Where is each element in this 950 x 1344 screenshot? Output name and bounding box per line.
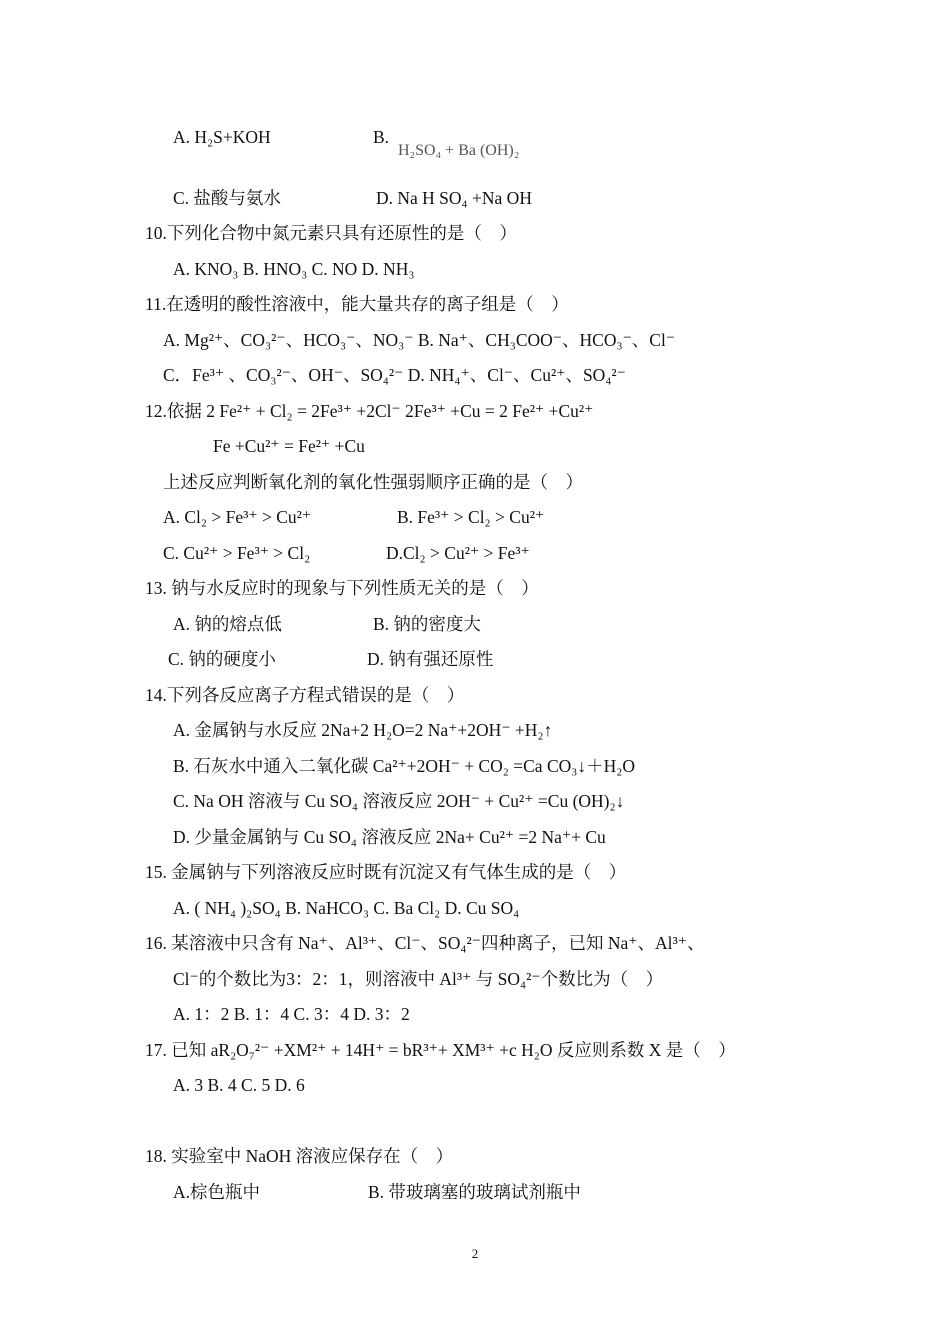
q12-question: 上述反应判断氧化剂的氧化性强弱顺序正确的是（ ） — [163, 472, 583, 492]
q12-option-a: A. Cl₂ > Fe³⁺ > Cu²⁺ — [163, 507, 312, 527]
q14-stem: 14.下列各反应离子方程式错误的是（ ） — [145, 685, 465, 705]
q9-option-a: A. H₂S+KOH — [173, 127, 271, 147]
q9-option-d: D. Na H SO₄ +Na OH — [376, 188, 532, 208]
q11-options-cd: C．Fe³⁺ 、CO₃²⁻、OH⁻、SO₄²⁻ D. NH₄⁺、Cl⁻、Cu²⁺、SO₄²⁻ — [163, 365, 626, 385]
q12-option-b: B. Fe³⁺ > Cl₂ > Cu²⁺ — [397, 507, 545, 527]
q15-options: A. ( NH₄ )₂SO₄ B. NaHCO₃ C. Ba Cl₂ D. Cu SO₄ — [173, 898, 520, 918]
q17-stem: 17. 已知 aR₂O₇²⁻ +XM²⁺ + 14H⁺ = bR³⁺+ XM³⁺ +c H₂O 反应则系数 X 是（ ） — [145, 1040, 736, 1060]
q13-option-d: D. 钠有强还原性 — [367, 649, 494, 669]
q12-option-c: C. Cu²⁺ > Fe³⁺ > Cl₂ — [163, 543, 311, 563]
q15-stem: 15. 金属钠与下列溶液反应时既有沉淀又有气体生成的是（ ） — [145, 862, 627, 882]
q18-option-b: B. 带玻璃塞的玻璃试剂瓶中 — [368, 1182, 581, 1202]
q16-options: A. 1：2 B. 1：4 C. 3：4 D. 3：2 — [173, 1004, 410, 1024]
q10-stem: 10.下列化合物中氮元素只具有还原性的是（ ） — [145, 223, 517, 243]
q14-option-c: C. Na OH 溶液与 Cu SO₄ 溶液反应 2OH⁻ + Cu²⁺ =Cu (OH)₂↓ — [173, 791, 625, 811]
q18-option-a: A.棕色瓶中 — [173, 1182, 261, 1202]
q17-options: A. 3 B. 4 C. 5 D. 6 — [173, 1075, 305, 1095]
q11-stem: 11.在透明的酸性溶液中，能大量共存的离子组是（ ） — [145, 294, 569, 314]
q13-option-c: C. 钠的硬度小 — [168, 649, 276, 669]
q13-option-a: A. 钠的熔点低 — [173, 614, 282, 634]
q16-stem: 16. 某溶液中只含有 Na⁺、Al³⁺、Cl⁻、SO₄²⁻四种离子，已知 Na⁺、Al³⁺、 — [145, 933, 705, 953]
q14-option-d: D. 少量金属钠与 Cu SO₄ 溶液反应 2Na+ Cu²⁺ =2 Na⁺+ Cu — [173, 827, 606, 847]
q10-options: A. KNO₃ B. HNO₃ C. NO D. NH₃ — [173, 259, 415, 279]
q11-options-ab: A. Mg²⁺、CO₃²⁻、HCO₃⁻、NO₃⁻ B. Na⁺、CH₃COO⁻、HCO₃⁻、Cl⁻ — [163, 330, 676, 350]
q9-option-c: C. 盐酸与氨水 — [173, 188, 281, 208]
q14-option-b: B. 石灰水中通入二氧化碳 Ca²⁺+2OH⁻ + CO₂ =Ca CO₃↓＋H₂O — [173, 756, 635, 776]
q18-stem: 18. 实验室中 NaOH 溶液应保存在（ ） — [145, 1146, 454, 1166]
q12-equation-3: Fe +Cu²⁺ = Fe²⁺ +Cu — [213, 436, 365, 456]
q12-stem: 12.依据 2 Fe²⁺ + Cl₂ = 2Fe³⁺ +2Cl⁻ 2Fe³⁺ +Cu = 2 Fe²⁺ +Cu²⁺ — [145, 401, 594, 421]
q16-stem-continued: Cl⁻的个数比为3：2：1，则溶液中 Al³⁺ 与 SO₄²⁻个数比为（ ） — [173, 969, 664, 989]
q13-stem: 13. 钠与水反应时的现象与下列性质无关的是（ ） — [145, 578, 539, 598]
q9-option-b-formula: H₂SO₄ + Ba (OH)₂ — [398, 142, 520, 159]
q12-option-d: D.Cl₂ > Cu²⁺ > Fe³⁺ — [386, 543, 530, 563]
page-number: 2 — [471, 1246, 479, 1261]
q14-option-a: A. 金属钠与水反应 2Na+2 H₂O=2 Na⁺+2OH⁻ +H₂↑ — [173, 720, 553, 740]
q9-option-b-label: B. — [373, 127, 390, 147]
q13-option-b: B. 钠的密度大 — [373, 614, 481, 634]
